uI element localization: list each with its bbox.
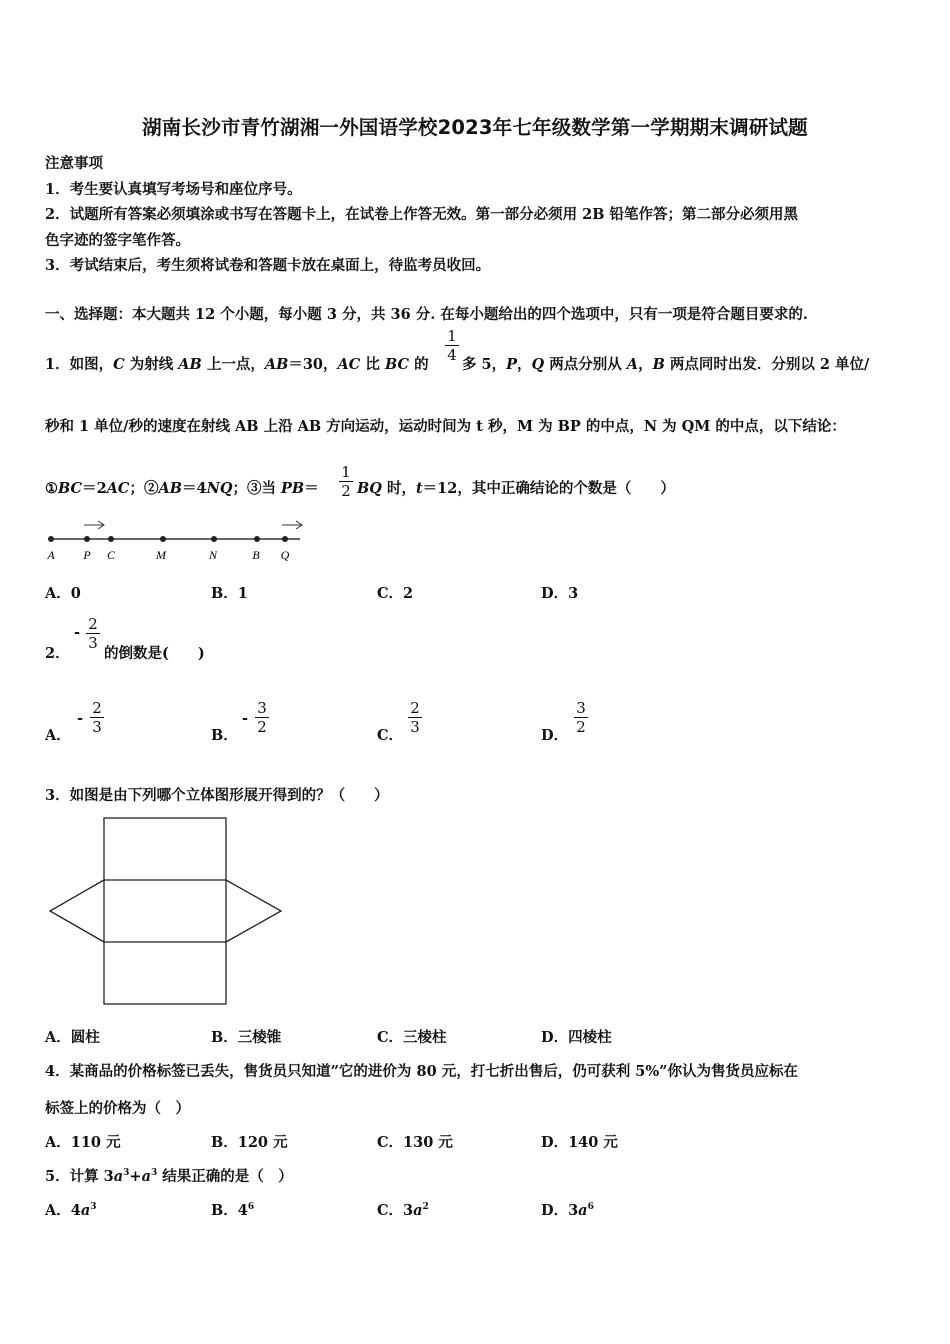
q2-option-d[interactable]: D． bbox=[541, 727, 569, 744]
q2-option-a-sign: - bbox=[77, 710, 84, 727]
question-1-line3-cont: BQ 时，t＝12，其中正确结论的个数是（ ） bbox=[357, 480, 675, 497]
q2-option-b[interactable]: B． bbox=[211, 727, 238, 744]
notice-item: 色字迹的签字笔作答。 bbox=[45, 232, 190, 249]
q5-option-d[interactable]: D．$3a^6$ bbox=[541, 1202, 594, 1219]
question-1-line3: ①BC＝2AC；②AB＝4NQ；③当 PB＝ bbox=[45, 480, 319, 497]
question-4-line2: 标签上的价格为（ ） bbox=[45, 1100, 190, 1117]
point-m bbox=[160, 536, 166, 542]
q1-option-c[interactable]: C．2 bbox=[377, 585, 414, 602]
q4-option-c[interactable]: C．130 元 bbox=[377, 1134, 453, 1151]
notice-item: 3．考试结束后，考生须将试卷和答题卡放在桌面上，待监考员收回。 bbox=[45, 257, 491, 274]
point-n bbox=[211, 536, 217, 542]
q3-option-b[interactable]: B．三棱锥 bbox=[211, 1029, 282, 1046]
notice-item: 2．试题所有答案必须填涂或书写在答题卡上，在试卷上作答无效。第一部分必须用 2B 铅笔作答；第二部分必须用黑 bbox=[45, 206, 799, 223]
label-a: A bbox=[47, 548, 55, 562]
label-m: M bbox=[156, 548, 166, 562]
point-p bbox=[84, 536, 90, 542]
point-q bbox=[282, 536, 288, 542]
question-2-text: 的倒数是( ) bbox=[104, 645, 205, 662]
section-heading: 一、选择题：本大题共 12 个小题，每小题 3 分，共 36 分. 在每小题给出的四个选项中，只有一项是符合题目要求的. bbox=[45, 306, 808, 323]
q4-option-d[interactable]: D．140 元 bbox=[541, 1134, 618, 1151]
q3-option-a[interactable]: A．圆柱 bbox=[45, 1029, 100, 1046]
q5-option-a[interactable]: A．$4a^3$ bbox=[45, 1202, 97, 1219]
ray-diagram bbox=[42, 515, 312, 565]
label-p: P bbox=[83, 548, 91, 562]
label-n: N bbox=[208, 548, 218, 562]
net-rectangle bbox=[104, 818, 226, 1004]
notice-heading: 注意事项 bbox=[45, 155, 103, 172]
q1-option-d[interactable]: D．3 bbox=[541, 585, 579, 602]
q5-option-c[interactable]: C．$3a^2$ bbox=[377, 1202, 429, 1219]
point-b bbox=[254, 536, 260, 542]
q2-option-c[interactable]: C． bbox=[377, 727, 404, 744]
q4-option-b[interactable]: B．120 元 bbox=[211, 1134, 288, 1151]
q3-option-c[interactable]: C．三棱柱 bbox=[377, 1029, 447, 1046]
question-3-text: 3．如图是由下列哪个立体图形展开得到的？（ ） bbox=[45, 787, 389, 804]
fraction-one-quarter: 1 4 bbox=[445, 327, 459, 364]
q2-option-b-sign: - bbox=[242, 710, 249, 727]
q2-minus: - bbox=[74, 624, 81, 641]
question-5-text: 5．计算 $3a^3+a^3$ 结果正确的是（ ） bbox=[45, 1168, 293, 1185]
label-b: B bbox=[252, 548, 260, 562]
q5-option-b[interactable]: B．$4^6$ bbox=[211, 1202, 255, 1219]
label-q: Q bbox=[280, 548, 290, 562]
q2-option-d-fraction: 3 2 bbox=[574, 699, 588, 736]
question-1-line2: 秒和 1 单位/秒的速度在射线 AB 上沿 AB 方向运动，运动时间为 t 秒，M 为 BP 的中点，N 为 QM 的中点，以下结论： bbox=[45, 418, 846, 435]
q4-option-a[interactable]: A．110 元 bbox=[45, 1134, 121, 1151]
point-a bbox=[48, 536, 54, 542]
net-left-triangle bbox=[50, 880, 104, 942]
question-1-line1-cont: 多 5，P，Q 两点分别从 A，B 两点同时出发．分别以 2 单位/ bbox=[462, 356, 870, 373]
q3-option-d[interactable]: D．四棱柱 bbox=[541, 1029, 612, 1046]
net-right-triangle bbox=[226, 880, 281, 942]
q1-option-b[interactable]: B．1 bbox=[211, 585, 248, 602]
page-title: 湖南长沙市青竹湖湘一外国语学校2023年七年级数学第一学期期末调研试题 bbox=[142, 116, 808, 139]
q2-option-c-fraction: 2 3 bbox=[408, 699, 422, 736]
point-c bbox=[108, 536, 114, 542]
q2-option-a[interactable]: A． bbox=[45, 727, 71, 744]
q2-fraction: 2 3 bbox=[86, 615, 100, 652]
net-diagram bbox=[48, 816, 288, 1006]
question-4-line1: 4．某商品的价格标签已丢失，售货员只知道”它的进价为 80 元，打七折出售后，仍可获利 5%”你认为售货员应标在 bbox=[45, 1063, 798, 1080]
q2-option-b-fraction: 3 2 bbox=[255, 699, 269, 736]
question-2-prefix: 2． bbox=[45, 645, 70, 662]
fraction-one-half: 1 2 bbox=[339, 463, 353, 500]
label-c: C bbox=[106, 548, 116, 562]
notice-item: 1．考生要认真填写考场号和座位序号。 bbox=[45, 181, 302, 198]
question-1-line1: 1．如图，C 为射线 AB 上一点，AB＝30，AC 比 BC 的 bbox=[45, 356, 429, 373]
q1-option-a[interactable]: A．0 bbox=[45, 585, 81, 602]
q2-option-a-fraction: 2 3 bbox=[90, 699, 104, 736]
